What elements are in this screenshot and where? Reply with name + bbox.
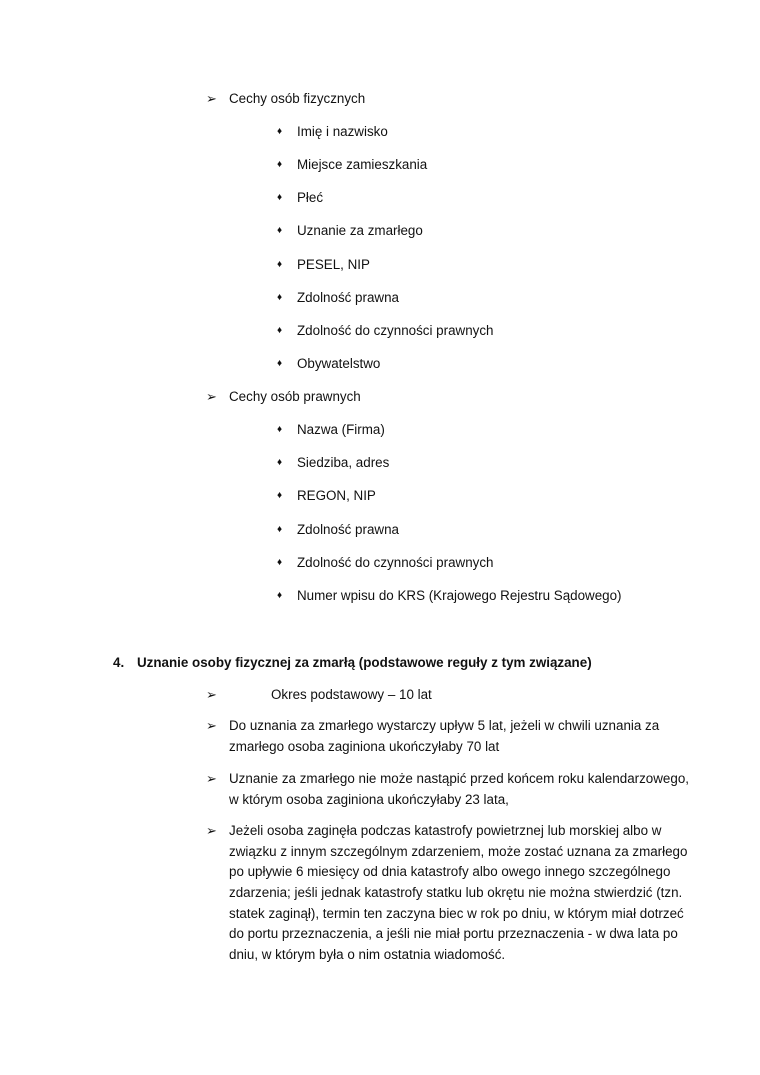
- diamond-bullet-icon: ♦: [277, 490, 283, 501]
- natural-persons-heading: Cechy osób fizycznych: [229, 91, 366, 106]
- section-title: Uznanie osoby fizycznej za zmarłą (podstawowe reguły z tym związane): [137, 655, 592, 670]
- legal-person-item: Numer wpisu do KRS (Krajowego Rejestru Sądowego): [297, 588, 622, 603]
- section-point-line: Jeżeli osoba zaginęła podczas katastrofy powietrznej lub morskiej albo w: [229, 823, 662, 838]
- legal-person-item: Zdolność do czynności prawnych: [297, 555, 494, 570]
- legal-persons-heading: Cechy osób prawnych: [229, 389, 361, 404]
- legal-person-item: REGON, NIP: [297, 488, 376, 503]
- natural-person-item: PESEL, NIP: [297, 257, 370, 272]
- natural-person-item: Obywatelstwo: [297, 356, 381, 371]
- section-point-line: zdarzenia; jeśli jednak katastrofy statku lub okrętu nie można stwierdzić (tzn.: [229, 885, 683, 900]
- arrow-bullet-icon: ➢: [206, 91, 217, 106]
- arrow-bullet-icon: ➢: [206, 718, 217, 733]
- diamond-bullet-icon: ♦: [277, 457, 283, 468]
- arrow-bullet-icon: ➢: [206, 771, 217, 786]
- section-point-line: Okres podstawowy – 10 lat: [271, 687, 432, 702]
- legal-person-item: Nazwa (Firma): [297, 422, 385, 437]
- diamond-bullet-icon: ♦: [277, 159, 283, 170]
- section-number: 4.: [113, 655, 125, 670]
- natural-person-item: Płeć: [297, 190, 324, 205]
- natural-person-item: Zdolność do czynności prawnych: [297, 323, 494, 338]
- natural-person-item: Miejsce zamieszkania: [297, 157, 428, 172]
- section-point-line: Do uznania za zmarłego wystarczy upływ 5 lat, jeżeli w chwili uznania za: [229, 718, 660, 733]
- section-point-line: Uznanie za zmarłego nie może nastąpić przed końcem roku kalendarzowego,: [229, 771, 689, 786]
- diamond-bullet-icon: ♦: [277, 524, 283, 535]
- diamond-bullet-icon: ♦: [277, 590, 283, 601]
- arrow-bullet-icon: ➢: [206, 687, 217, 702]
- natural-person-item: Imię i nazwisko: [297, 124, 388, 139]
- diamond-bullet-icon: ♦: [277, 358, 283, 369]
- section-point-line: dniu, w którym była o nim ostatnia wiadomość.: [229, 947, 506, 962]
- section-point-line: zmarłego osoba zaginiona ukończyłaby 70 lat: [229, 739, 500, 754]
- diamond-bullet-icon: ♦: [277, 557, 283, 568]
- legal-person-item: Siedziba, adres: [297, 455, 390, 470]
- arrow-bullet-icon: ➢: [206, 389, 217, 404]
- diamond-bullet-icon: ♦: [277, 259, 283, 270]
- section-point-line: po upływie 6 miesięcy od dnia katastrofy albo owego innego szczególnego: [229, 864, 671, 879]
- natural-person-item: Uznanie za zmarłego: [297, 223, 423, 238]
- diamond-bullet-icon: ♦: [277, 424, 283, 435]
- diamond-bullet-icon: ♦: [277, 225, 283, 236]
- legal-person-item: Zdolność prawna: [297, 522, 399, 537]
- diamond-bullet-icon: ♦: [277, 126, 283, 137]
- natural-person-item: Zdolność prawna: [297, 290, 399, 305]
- section-point-line: do portu przeznaczenia, a jeśli nie miał portu przeznaczenia - w dwa lata po: [229, 926, 678, 941]
- section-point-line: związku z innym szczególnym zdarzeniem, może zostać uznana za zmarłego: [229, 844, 688, 859]
- diamond-bullet-icon: ♦: [277, 192, 283, 203]
- section-point-line: statek zaginął), termin ten zaczyna biec w rok po dniu, w którym miał dotrzeć: [229, 906, 684, 921]
- arrow-bullet-icon: ➢: [206, 823, 217, 838]
- diamond-bullet-icon: ♦: [277, 325, 283, 336]
- section-point-line: w którym osoba zaginiona ukończyłaby 23 lata,: [229, 792, 509, 807]
- diamond-bullet-icon: ♦: [277, 292, 283, 303]
